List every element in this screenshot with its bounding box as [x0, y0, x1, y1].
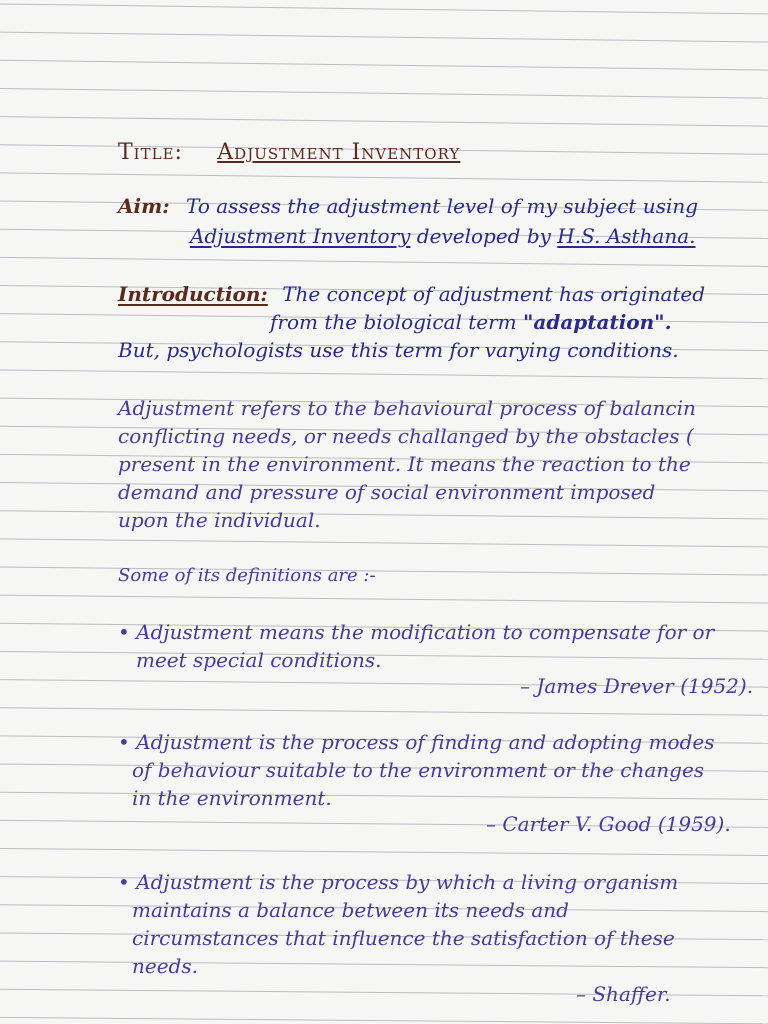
definition-3-line-2: maintains a balance between its needs and: [132, 898, 569, 922]
ruled-line: [0, 595, 768, 603]
definition-3-line-4: needs.: [132, 954, 198, 978]
aim-inventory-name: Adjustment Inventory: [190, 224, 411, 248]
title-row: [118, 140, 460, 165]
aim-line-1: To assess the adjustment level of my subject using: [186, 194, 699, 218]
ruled-line: [0, 60, 768, 70]
definition-2-line-2: of behaviour suitable to the environment or the changes: [132, 758, 705, 782]
definition-1-author: – James Drever (1952).: [520, 674, 754, 698]
definition-1-line-1: • Adjustment means the modification to compensate for or: [118, 620, 715, 644]
ruled-line: [0, 370, 768, 379]
ruled-line: [0, 651, 768, 659]
ruled-line: [0, 511, 768, 519]
intro-line-2: [270, 310, 672, 334]
ruled-line: [0, 567, 768, 575]
aim-line-2: [190, 224, 696, 248]
paragraph-line-4: demand and pressure of social environment imposed: [118, 480, 656, 504]
aim-author: H.S. Asthana.: [557, 224, 696, 248]
ruled-line: [0, 792, 768, 799]
definitions-intro: Some of its definitions are :-: [118, 565, 376, 586]
paragraph-line-2: conflicting needs, or needs challanged by the obstacles (: [118, 424, 694, 448]
aim-label: Aim:: [118, 194, 170, 218]
definition-2-author: – Carter V. Good (1959).: [486, 812, 731, 836]
ruled-line: [0, 4, 768, 14]
ruled-line: [0, 961, 768, 968]
definition-3-author: – Shaffer.: [576, 982, 671, 1006]
ruled-line: [0, 1017, 768, 1023]
definition-2-line-3: in the environment.: [132, 786, 332, 810]
title-label: Title:: [118, 140, 183, 165]
paragraph-line-1: Adjustment refers to the behavioural process of balancin: [118, 396, 696, 420]
ruled-line: [0, 708, 768, 716]
ruled-line: [0, 173, 768, 182]
ruled-line: [0, 88, 768, 98]
definition-2-line-1: • Adjustment is the process of finding and adopting modes: [118, 730, 715, 754]
intro-label: Introduction:: [118, 282, 268, 306]
intro-line-2a: from the biological term: [270, 310, 523, 334]
intro-adaptation: "adaptation".: [522, 310, 672, 334]
ruled-line: [0, 32, 768, 42]
definition-3-line-1: • Adjustment is the process by which a living organism: [118, 870, 679, 894]
ruled-line: [0, 257, 768, 266]
page-title: Adjustment Inventory: [217, 140, 461, 165]
intro-line-3: But, psychologists use this term for varying conditions.: [118, 338, 679, 362]
ruled-line: [0, 849, 768, 856]
ruled-line: [0, 539, 768, 547]
paragraph-line-5: upon the individual.: [118, 508, 321, 532]
definition-1-line-2: meet special conditions.: [136, 648, 382, 672]
intro-row: [118, 282, 705, 306]
ruled-line: [0, 117, 768, 127]
definition-3-line-3: circumstances that influence the satisfaction of these: [132, 926, 675, 950]
aim-developed-by: developed by: [410, 224, 558, 248]
paragraph-line-3: present in the environment. It means the reaction to the: [118, 452, 691, 476]
intro-line-1: The concept of adjustment has originated: [282, 282, 706, 306]
aim-row: [118, 194, 698, 218]
